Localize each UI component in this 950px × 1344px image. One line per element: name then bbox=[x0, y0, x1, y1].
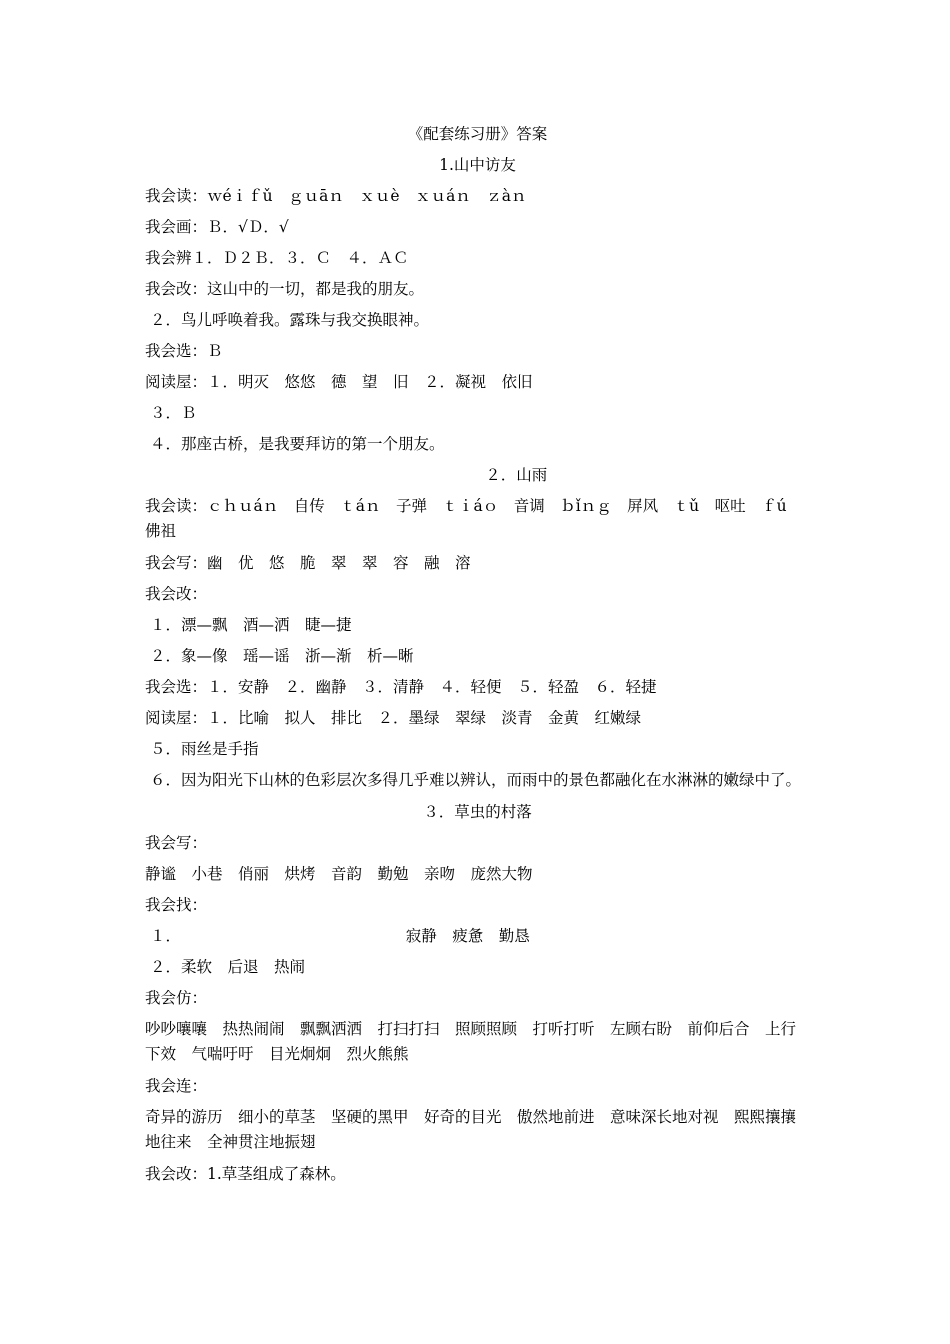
answer-line: 我会写：幽 优 悠 脆 翠 翠 容 融 溶 bbox=[145, 554, 471, 572]
answer-line: 阅读屋：１．比喻 拟人 排比 ２．墨绿 翠绿 淡青 金黄 红嫩绿 bbox=[145, 709, 642, 727]
answer-line: 我会选：１．安静 ２．幽静 ３．清静 ４．轻便 ５．轻盈 ６．轻捷 bbox=[145, 678, 657, 696]
answer-line: 我会读：ｗéｉｆǔ ｇｕāｎ ｘｕè ｘｕáｎ ｚàｎ bbox=[145, 187, 527, 205]
answer-line: ２．鸟儿呼唤着我。露珠与我交换眼神。 bbox=[145, 311, 429, 329]
answer-line: 我会仿： bbox=[145, 989, 208, 1007]
answer-line: ３．Ｂ bbox=[145, 404, 197, 422]
lesson-heading-2: ２．山雨 bbox=[407, 466, 548, 484]
answer-line: 我会选：Ｂ bbox=[145, 342, 223, 360]
answer-line: ６．因为阳光下山林的色彩层次多得几乎难以辨认，而雨中的景色都融化在水淋淋的嫩绿中了。 bbox=[145, 771, 801, 789]
answer-line: ４．那座古桥，是我要拜访的第一个朋友。 bbox=[145, 435, 445, 453]
answer-line: 我会改：1.草茎组成了森林。 bbox=[145, 1165, 346, 1183]
answer-line: ２．柔软 后退 热闹 bbox=[145, 958, 305, 976]
answer-line: 我会画：Ｂ．√Ｄ．√ bbox=[145, 218, 289, 236]
answer-line: 我会改： bbox=[145, 585, 208, 603]
answer-line: 奇异的游历 细小的草茎 坚硬的黑甲 好奇的目光 傲然地前进 意味深长地对视 熙熙攘攘地往来 全神贯注地振翅 bbox=[145, 1108, 797, 1151]
answer-line: 我会找： bbox=[145, 896, 208, 914]
lesson-heading-1: 1.山中访友 bbox=[439, 156, 516, 174]
answer-content bbox=[145, 122, 810, 1193]
answer-line: １． 寂静 疲惫 勤恳 bbox=[145, 927, 530, 945]
answer-line: 我会连： bbox=[145, 1077, 208, 1095]
answer-line: 吵吵嚷嚷 热热闹闹 飘飘洒洒 打扫打扫 照顾照顾 打听打听 左顾右盼 前仰后合 上行下效 气喘吁吁 目光炯炯 烈火熊熊 bbox=[145, 1020, 797, 1063]
document-title: 《配套练习册》答案 bbox=[407, 125, 548, 143]
answer-line: 我会辨１．Ｄ２Ｂ．３．Ｃ ４．ＡＣ bbox=[145, 249, 409, 267]
answer-line: 阅读屋：１．明灭 悠悠 德 望 旧 ２．凝视 依旧 bbox=[145, 373, 533, 391]
answer-line: 我会读：ｃｈｕáｎ 自传 ｔáｎ 子弹 ｔｉáｏ 音调 ｂǐｎｇ 屏风 ｔǔ 呕吐 ｆú 佛祖 bbox=[145, 497, 803, 540]
answer-line: 静谧 小巷 俏丽 烘烤 音韵 勤勉 亲吻 庞然大物 bbox=[145, 865, 533, 883]
answer-line: ５．雨丝是手指 bbox=[145, 740, 259, 758]
answer-line: 我会写： bbox=[145, 834, 208, 852]
answer-line: 我会改：这山中的一切，都是我的朋友。 bbox=[145, 280, 425, 298]
answer-line: ２．象—像 瑶—谣 浙—渐 析—晰 bbox=[145, 647, 414, 665]
answer-line: １．漂—飘 酒—洒 睫—捷 bbox=[145, 616, 352, 634]
lesson-heading-3: ３．草虫的村落 bbox=[423, 803, 532, 821]
